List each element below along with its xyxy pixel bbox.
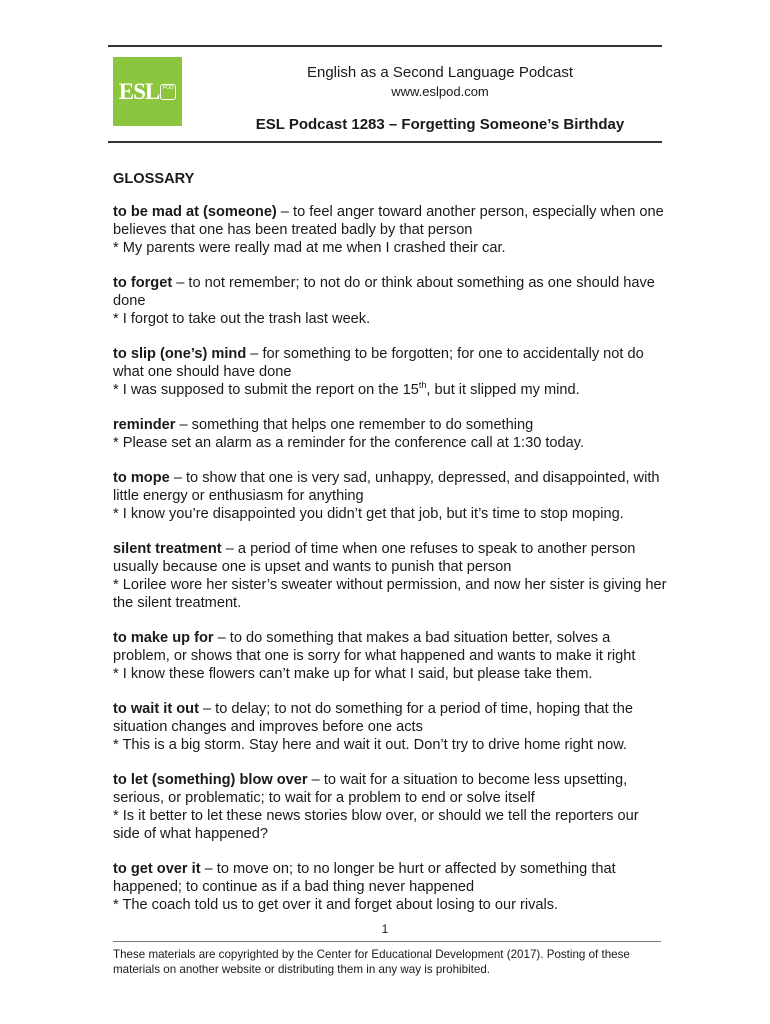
entry-example: * I forgot to take out the trash last week. (113, 311, 371, 327)
glossary-entry (113, 700, 668, 754)
logo-text: ESL (118, 78, 160, 104)
header-bottom-rule (108, 141, 662, 143)
eslpod-logo (113, 57, 182, 126)
entry-term: to let (something) blow over (113, 772, 308, 788)
entry-term: to mope (113, 470, 170, 486)
glossary-entry (113, 771, 668, 843)
entry-term: to make up for (113, 630, 214, 646)
glossary-entry (113, 629, 668, 683)
entry-meaning: – for something to be forgotten; for one to accidentally not do what one should have done (113, 346, 644, 380)
entry-example: * Please set an alarm as a reminder for the conference call at 1:30 today. (113, 435, 585, 451)
example-text-start: * I was supposed to submit the report on the 15 (113, 382, 419, 398)
entry-meaning: – something that helps one remember to do something (175, 417, 534, 433)
glossary-entry (113, 469, 668, 523)
header-top-rule (108, 45, 662, 47)
entry-definition (113, 700, 668, 736)
logo-pod-badge: POD (160, 84, 176, 100)
entry-term: to slip (one’s) mind (113, 346, 247, 362)
entry-definition (113, 469, 668, 505)
page-number: 1 (381, 922, 389, 936)
glossary-entry (113, 540, 668, 612)
entry-term: to wait it out (113, 701, 199, 717)
episode-title: ESL Podcast 1283 – Forgetting Someone’s Birthday (255, 116, 625, 133)
entry-definition (113, 345, 668, 381)
entry-definition (113, 771, 668, 807)
entry-definition (113, 860, 668, 896)
website-url: www.eslpod.com (391, 84, 489, 99)
entry-meaning: – to feel anger toward another person, especially when one believes that one has been treated badly by that person (113, 204, 664, 238)
entry-example: * This is a big storm. Stay here and wait it out. Don’t try to drive home right now. (113, 737, 627, 753)
example-text-end: , but it slipped my mind. (426, 382, 580, 398)
entry-meaning: – a period of time when one refuses to speak to another person usually because one is upset and wants to punish that person (113, 541, 636, 575)
entry-example: * Is it better to let these news stories blow over, or should we tell the reporters our side of what happened? (113, 808, 639, 842)
entry-example (113, 381, 668, 399)
podcast-name: English as a Second Language Podcast (306, 64, 574, 81)
entry-term: silent treatment (113, 541, 222, 557)
entry-meaning: – to show that one is very sad, unhappy, depressed, and disappointed, with little energy or enthusiasm for anything (113, 470, 660, 504)
ordinal-suffix: th (418, 380, 427, 391)
entry-definition (113, 629, 668, 665)
entry-example: * My parents were really mad at me when I crashed their car. (113, 240, 506, 256)
entry-term: to be mad at (someone) (113, 204, 277, 220)
glossary-section (113, 170, 668, 931)
entry-meaning: – to move on; to no longer be hurt or affected by something that happened; to continue as if a bad thing never happened (113, 861, 616, 895)
entry-term: reminder (113, 417, 176, 433)
glossary-entry (113, 345, 668, 399)
entry-meaning: – to wait for a situation to become less upsetting, serious, or problematic; to wait for a problem to end or solve itself (113, 772, 628, 806)
glossary-entry (113, 274, 668, 328)
copyright-footer: These materials are copyrighted by the Center for Educational Development (2017). Posting of these materials on another website or distributing them in any way is prohibited. (113, 948, 630, 976)
glossary-entry (113, 416, 668, 452)
entry-example: * The coach told us to get over it and forget about losing to our rivals. (113, 897, 559, 913)
entry-definition (113, 416, 668, 434)
entry-meaning: – to delay; to not do something for a period of time, hoping that the situation changes and improves before one acts (113, 701, 633, 735)
entry-example: * I know you’re disappointed you didn’t get that job, but it’s time to stop moping. (113, 506, 624, 522)
entry-term: to get over it (113, 861, 201, 877)
footer-rule (113, 941, 661, 942)
entry-example: * Lorilee wore her sister’s sweater without permission, and now her sister is giving her the silent treatment. (113, 577, 667, 611)
entry-meaning: – to not remember; to not do or think about something as one should have done (113, 275, 655, 309)
glossary-entry (113, 860, 668, 914)
entry-definition (113, 203, 668, 239)
entry-definition (113, 540, 668, 576)
entry-example: * I know these flowers can’t make up for what I said, but please take them. (113, 666, 593, 682)
entry-term: to forget (113, 275, 173, 291)
entry-meaning: – to do something that makes a bad situation better, solves a problem, or shows that one is sorry for what happened and wants to make it right (113, 630, 636, 664)
entry-definition (113, 274, 668, 310)
glossary-heading: GLOSSARY (113, 171, 195, 187)
glossary-entry (113, 203, 668, 257)
